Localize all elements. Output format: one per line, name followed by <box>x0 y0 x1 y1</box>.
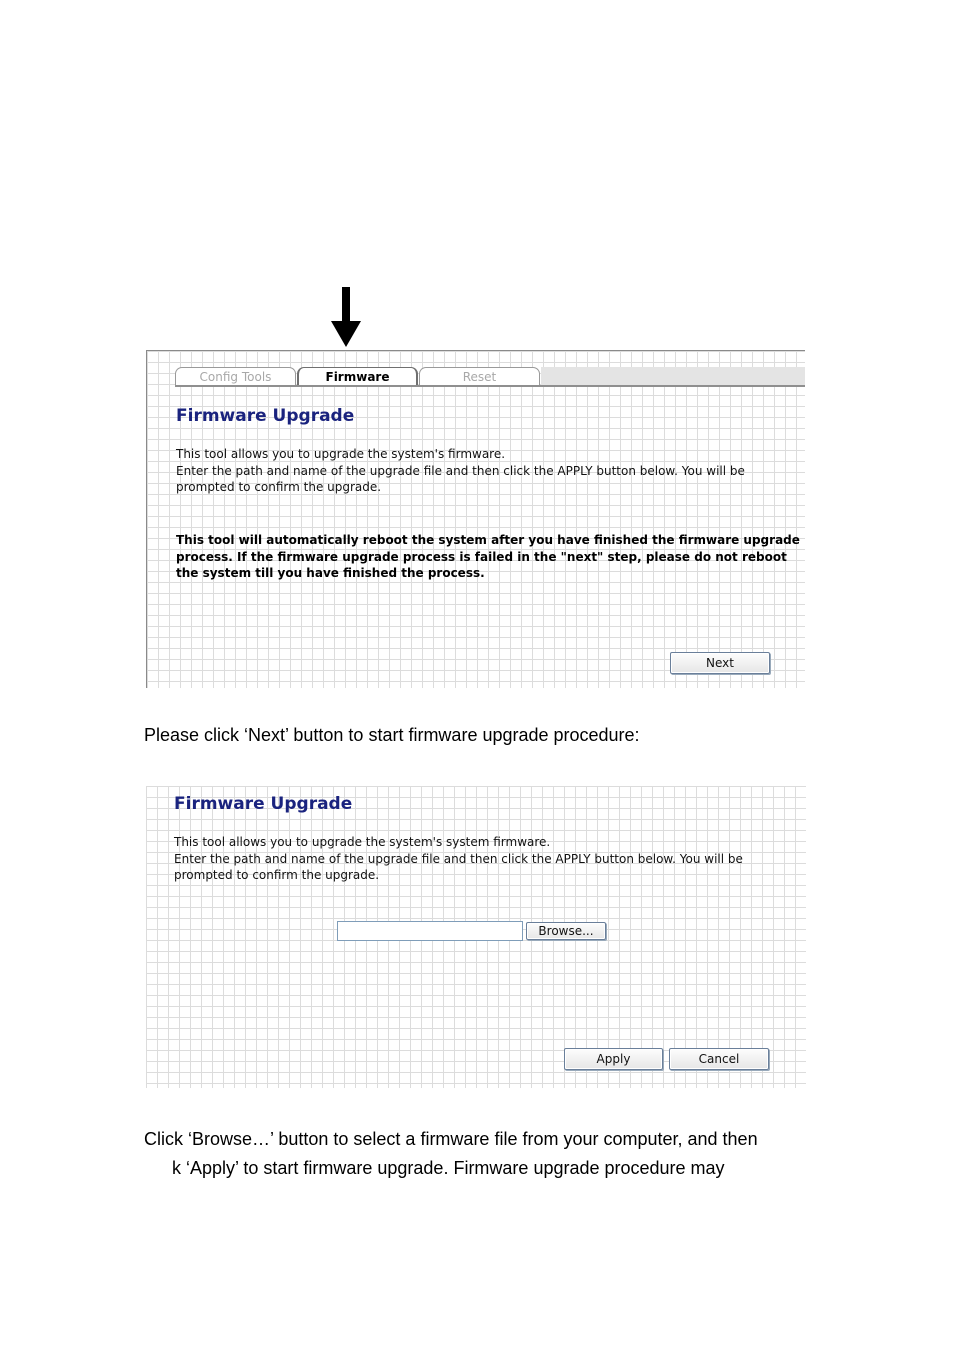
down-arrow-icon <box>331 287 361 347</box>
browse-button[interactable]: Browse... <box>526 922 606 940</box>
firmware-tab-screenshot <box>146 350 805 688</box>
caption-browse-line1: Click ‘Browse…’ button to select a firmware file from your computer, and then <box>144 1129 758 1149</box>
caption-browse-line2: k ‘Apply’ to start firmware upgrade. Firmware upgrade procedure may <box>172 1158 725 1178</box>
tab-bar <box>175 367 805 387</box>
firmware-upload-screenshot <box>146 786 806 1088</box>
upload-page-title: Firmware Upgrade <box>174 794 353 814</box>
next-button[interactable]: Next <box>670 652 770 674</box>
apply-button[interactable]: Apply <box>564 1048 663 1070</box>
firmware-file-input[interactable] <box>337 921 523 941</box>
tab-reset[interactable]: Reset <box>419 367 540 385</box>
tab-firmware[interactable]: Firmware <box>297 367 418 385</box>
tab-config-tools[interactable]: Config Tools <box>175 367 296 385</box>
page-title: Firmware Upgrade <box>176 406 355 426</box>
reboot-warning: This tool will automatically reboot the system after you have finished the firmware upgrade process. If the firmware upgrade process is failed in the "next" step, please do not reboot the system till you have finished the process. <box>176 533 800 580</box>
caption-next: Please click ‘Next’ button to start firmware upgrade procedure: <box>144 725 640 745</box>
upload-description-text: This tool allows you to upgrade the system's system firmware. Enter the path and name of the upgrade file and then click the APPLY button below. You will be prompted to confirm the upgrade. <box>174 835 743 882</box>
description-text: This tool allows you to upgrade the system's firmware. Enter the path and name of the upgrade file and then click the APPLY button below. You will be prompted to confirm the upgrade. <box>176 447 745 494</box>
cancel-button[interactable]: Cancel <box>669 1048 769 1070</box>
